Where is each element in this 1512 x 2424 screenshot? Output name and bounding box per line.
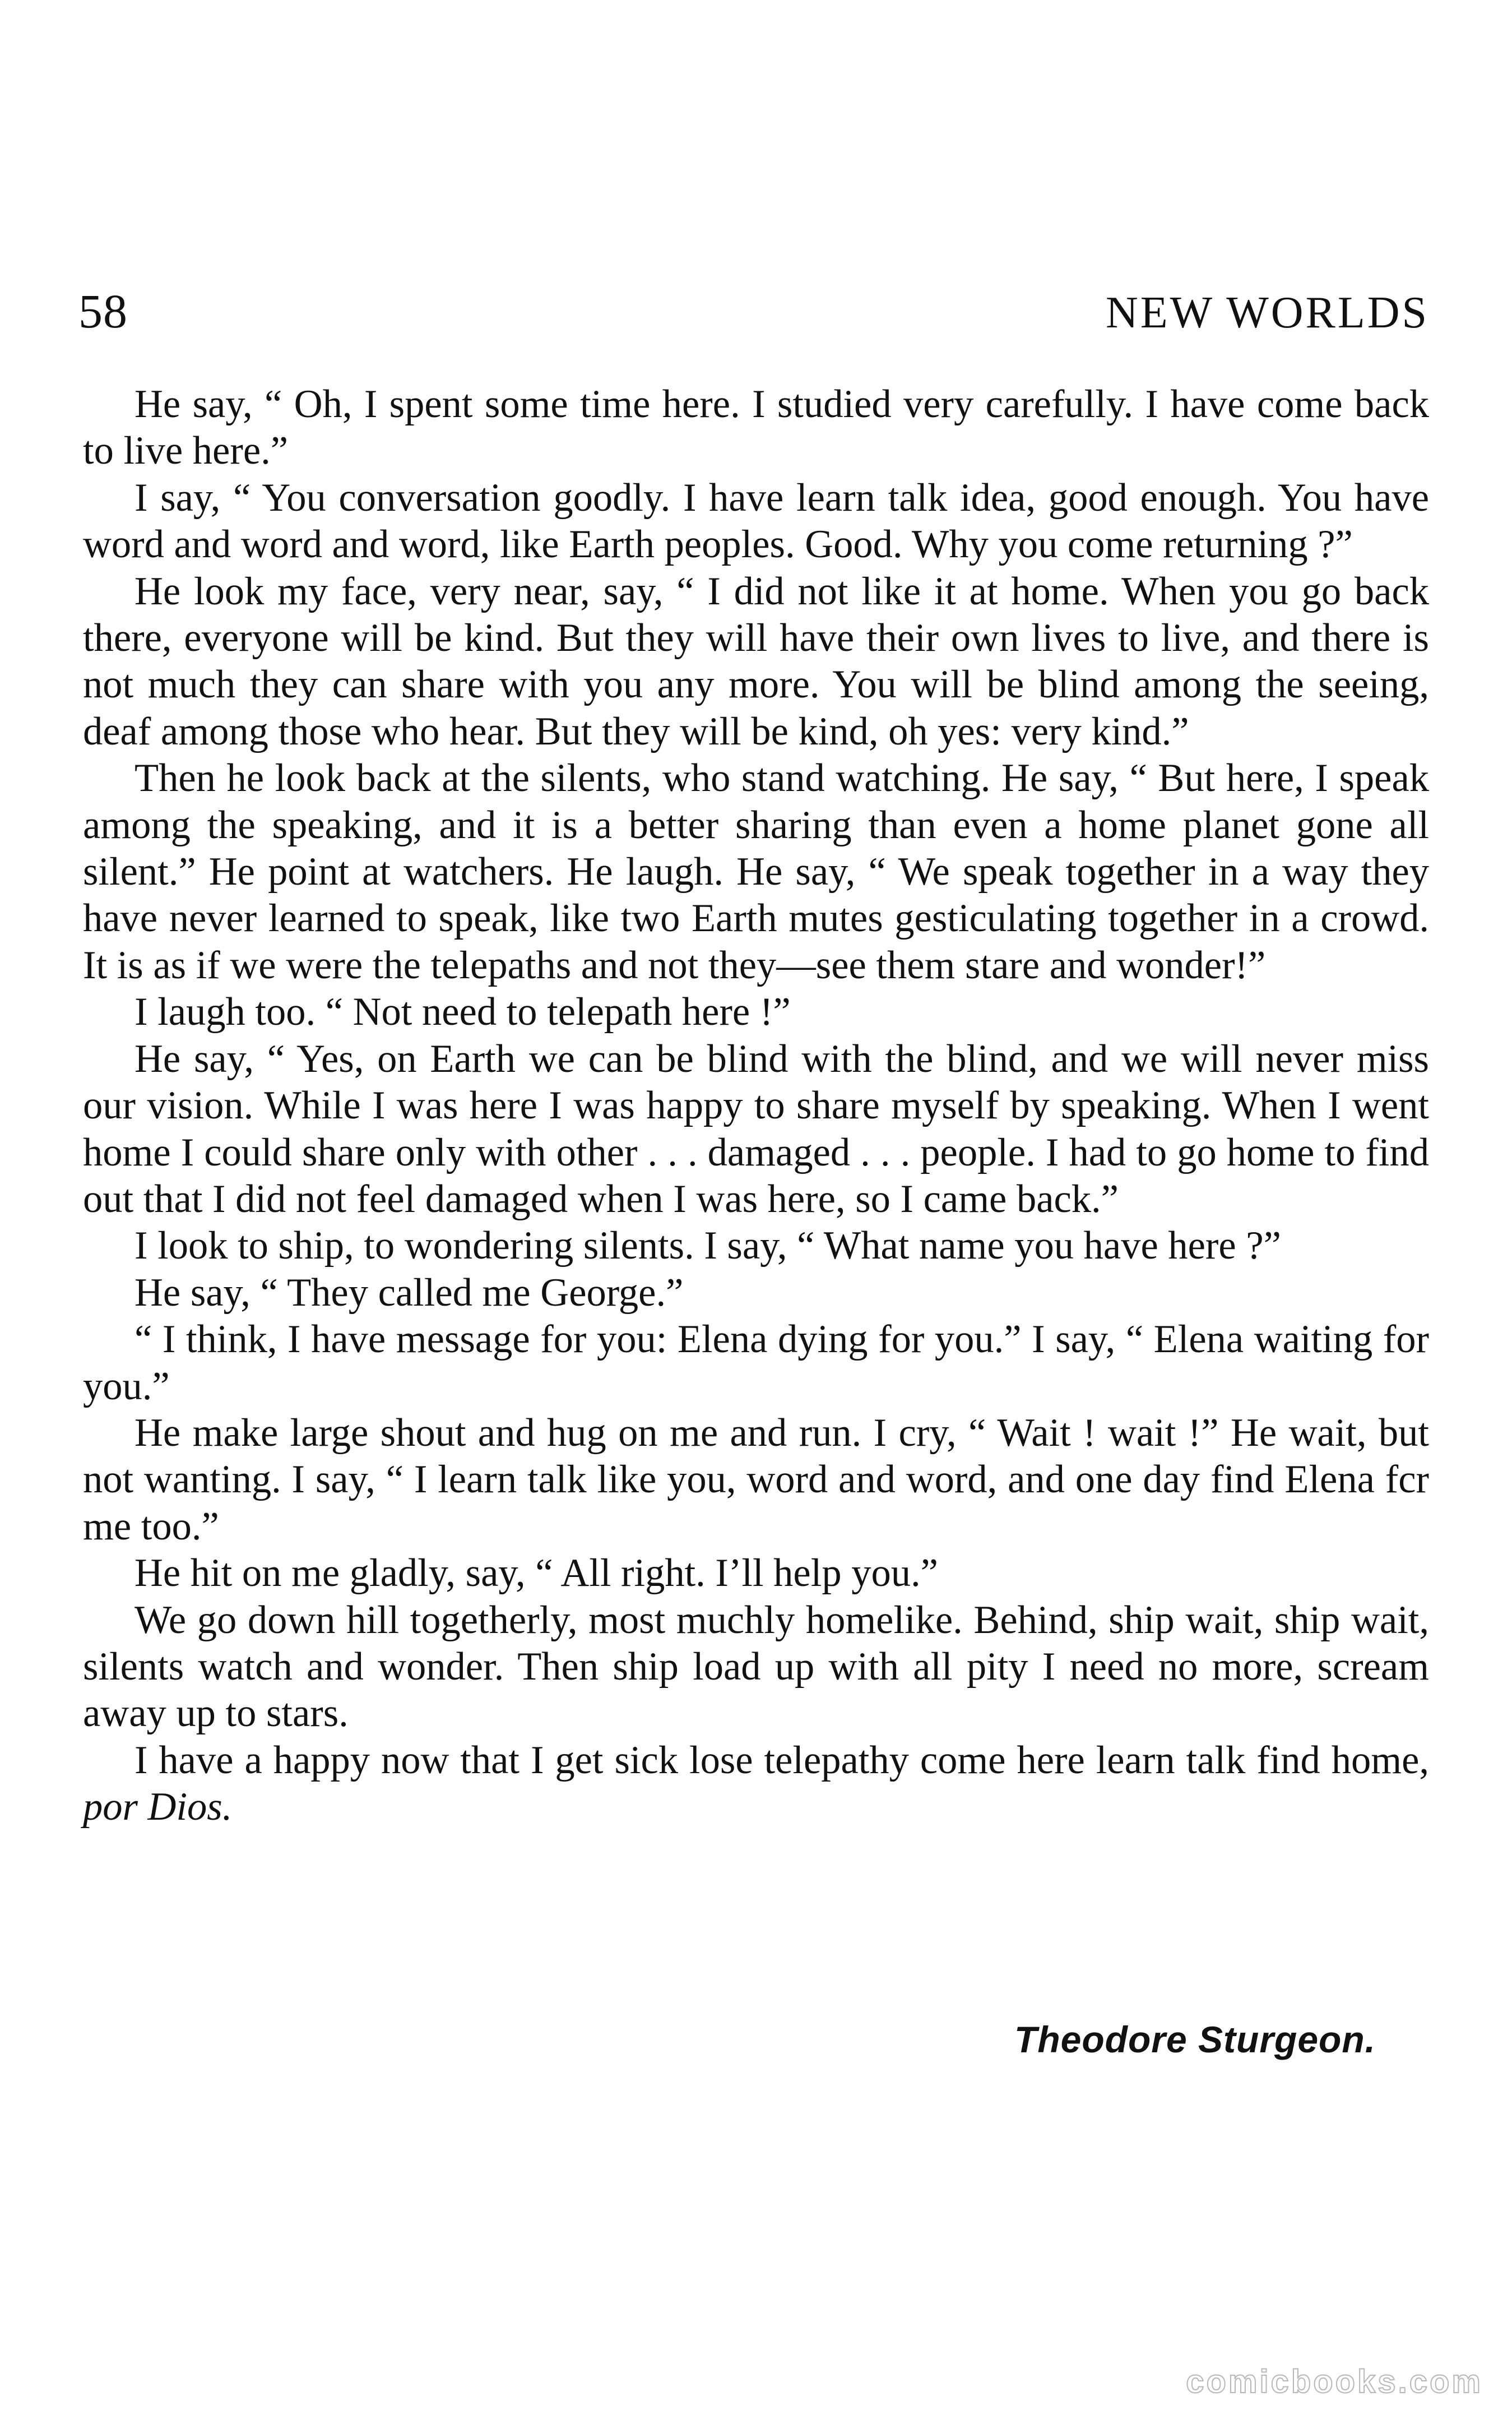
paragraph: He say, “ Yes, on Earth we can be blind with the blind, and we will never miss our vision. While I was here I was happy to share myself by speaking. When I went home I could share only with other . . . damaged . . . people. I had to go home to find out that I did not feel damaged when I was here, so I came back.” [83,1037,1429,1221]
final-paragraph [83,1737,1429,1831]
paragraph: He make large shout and hug on me and run. I cry, “ Wait ! wait !” He wait, but not wanting. I say, “ I learn talk like you, word and word, and one day find Elena fcr me too.” [83,1410,1429,1548]
paragraph: He say, “ They called me George.” [134,1270,684,1315]
paragraph: He hit on me gladly, say, “ All right. I’ll help you.” [134,1551,938,1595]
page-header [78,283,1429,345]
watermark: comicbooks.com [1186,2363,1483,2400]
paragraph: He say, “ Oh, I spent some time here. I studied very carefully. I have come back to live here.” [83,382,1429,473]
paragraph: He look my face, very near, say, “ I did not like it at home. When you go back there, everyone will be kind. But they will have their own lives to live, and there is not much they can share with you any more. You will be blind among the seeing, deaf among those who hear. But they will be kind, oh yes: very kind.” [83,569,1429,753]
story-text [83,381,1429,1831]
final-paragraph-text: I have a happy now that I get sick lose telepathy come here learn talk find home, [134,1738,1429,1782]
running-title: NEW WORLDS [1105,288,1429,337]
paragraph: I look to ship, to wondering silents. I say, “ What name you have here ?” [134,1224,1281,1268]
paragraph: “ I think, I have message for you: Elena dying for you.” I say, “ Elena waiting for you.” [83,1317,1429,1408]
author-signature: Theodore Sturgeon. [1014,2019,1376,2060]
final-paragraph-italic: por Dios. [83,1785,233,1829]
paragraph: I laugh too. “ Not need to telepath here !” [134,990,791,1034]
paragraph: I say, “ You conversation goodly. I have learn talk idea, good enough. You have word and word and word, like Earth peoples. Good. Why you come returning ?” [83,475,1429,567]
paragraph: Then he look back at the silents, who stand watching. He say, “ But here, I speak among the speaking, and it is a better sharing than even a home planet gone all silent.” He point at watchers. He laugh. He say, “ We speak together in a way they have never learned to speak, like two Earth mutes gesticulating together in a crowd. It is as if we were the telepaths and not they—see them stare and wonder!” [83,756,1429,987]
paragraph: We go down hill togetherly, most muchly homelike. Behind, ship wait, ship wait, silents watch and wonder. Then ship load up with all pity I need no more, scream away up to stars. [83,1598,1429,1736]
page-number: 58 [78,284,128,338]
